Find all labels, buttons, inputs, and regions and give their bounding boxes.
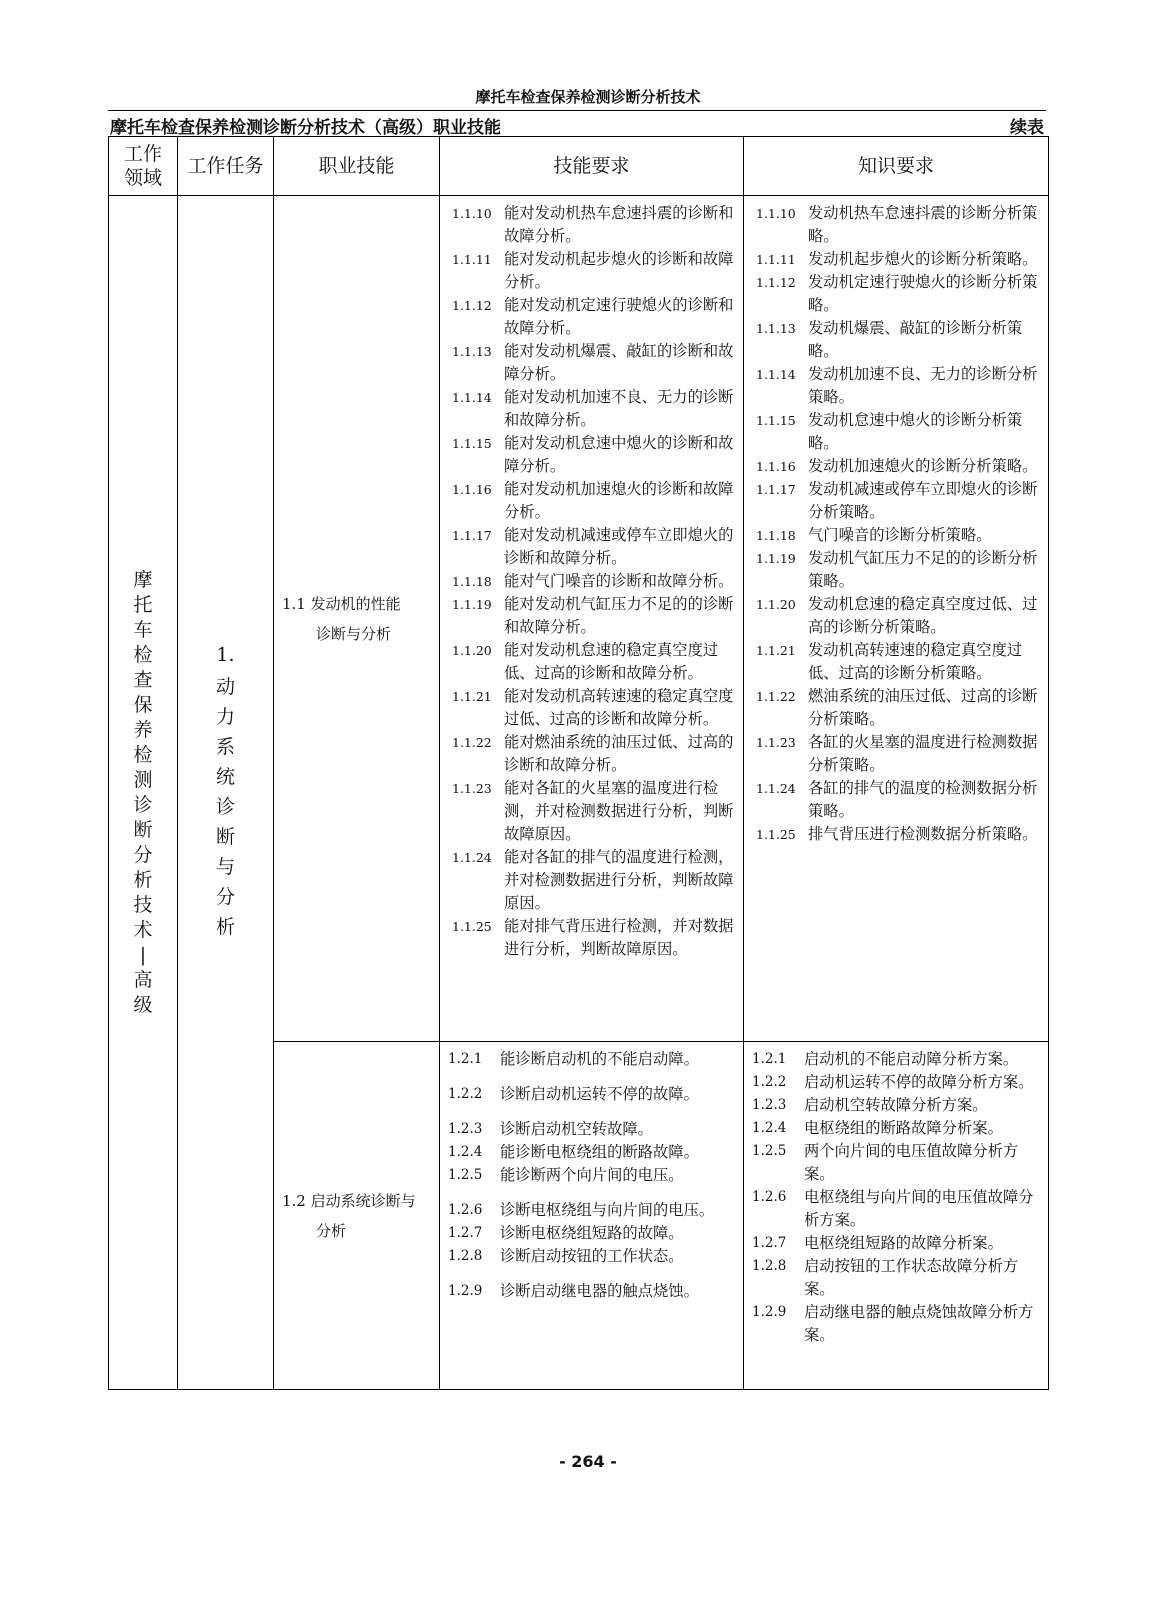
list-item [744,1140,1048,1186]
item-number: 1.2.6 [448,1202,483,1218]
list-item [440,639,743,685]
list-item [744,202,1048,248]
skill-req-cell-2 [440,1042,744,1390]
domain-char: 高 [133,968,153,991]
item-number: 1.1.21 [452,689,492,704]
item-number: 1.1.19 [452,597,492,612]
item-number: 1.1.14 [756,367,796,382]
skill-label-cell-1 [274,196,440,1042]
item-text: 气门噪音的诊断分析策略。 [808,526,992,544]
list-item [440,524,743,570]
task-char: 与 [215,856,235,878]
skill-req-list-2 [440,1042,743,1307]
list-item [744,524,1048,547]
item-number: 1.1.16 [452,482,492,497]
item-text: 能对发动机气缸压力不足的的诊断和故障分析。 [504,595,734,636]
item-text: 发动机减速或停车立即熄火的诊断分析策略。 [808,480,1038,521]
list-item [744,1071,1048,1094]
item-text: 电枢绕组短路的故障分析案。 [804,1234,1003,1252]
item-number: 1.1.12 [452,298,492,313]
domain-char: 析 [133,868,153,891]
domain-char: 摩 [133,568,153,591]
item-number: 1.2.9 [752,1304,787,1320]
list-item [440,777,743,846]
task-char: 统 [215,766,235,788]
domain-char: 分 [133,843,153,866]
item-number: 1.1.10 [452,206,492,221]
list-item [744,777,1048,823]
list-item [440,731,743,777]
task-number: 1. [216,644,235,666]
col-header-domain-line2: 领域 [123,167,162,189]
item-text: 诊断电枢绕组短路的故障。 [500,1224,684,1242]
item-number: 1.2.3 [448,1121,483,1137]
item-text: 能诊断电枢绕组的断路故障。 [500,1143,699,1161]
domain-char: 保 [133,693,153,716]
item-number: 1.2.4 [752,1120,787,1136]
list-item [744,455,1048,478]
skill-label-1 [274,589,439,649]
skill-label-cell-2 [274,1042,440,1390]
item-text: 能诊断两个向片间的电压。 [500,1166,684,1184]
list-item [744,823,1048,846]
item-text: 能对排气背压进行检测，并对数据进行分析，判断故障原因。 [504,917,734,958]
item-number: 1.2.2 [752,1074,787,1090]
domain-char: 检 [133,743,153,766]
col-header-skill-req: 技能要求 [440,137,744,196]
item-text: 启动继电器的触点烧蚀故障分析方案。 [804,1303,1034,1344]
list-item [440,1245,743,1268]
item-text: 电枢绕组与向片间的电压值故障分析方案。 [804,1188,1034,1229]
list-item [744,271,1048,317]
item-number: 1.2.9 [448,1283,483,1299]
continued-label: 续表 [1010,118,1044,138]
item-number: 1.1.13 [452,344,492,359]
task-char: 动 [215,676,235,698]
domain-char: 托 [133,593,153,616]
item-number: 1.2.7 [752,1235,787,1251]
list-item [440,1048,743,1071]
item-number: 1.1.20 [452,643,492,658]
item-text: 发动机定速行驶熄火的诊断分析策略。 [808,273,1038,314]
domain-char: 断 [133,818,153,841]
table-header-row [109,137,1049,196]
list-item [744,1186,1048,1232]
item-text: 能对发动机怠速中熄火的诊断和故障分析。 [504,434,734,475]
item-text: 发动机怠速中熄火的诊断分析策略。 [808,411,1023,452]
list-item [744,685,1048,731]
skill-req-list-1 [440,196,743,965]
skill-label-2 [274,1186,439,1246]
item-text: 发动机加速熄火的诊断分析策略。 [808,457,1038,475]
item-text: 能对各缸的排气的温度进行检测，并对检测数据进行分析，判断故障原因。 [504,848,734,912]
list-item [440,915,743,961]
item-number: 1.1.14 [452,390,492,405]
domain-char: 诊 [133,793,153,816]
domain-vertical-text [109,568,177,1018]
task-cell [178,196,274,1390]
table-title: 摩托车检查保养检测诊断分析技术（高级）职业技能 [110,118,501,138]
skill-label-1-line2: 诊断与分析 [316,624,392,643]
item-number: 1.1.25 [452,919,492,934]
item-number: 1.1.13 [756,321,796,336]
list-item [440,593,743,639]
item-text: 发动机爆震、敲缸的诊断分析策略。 [808,319,1023,360]
domain-char: 技 [133,893,153,916]
task-char: 分 [215,886,235,908]
item-number: 1.1.22 [452,735,492,750]
item-number: 1.2.8 [448,1248,483,1264]
list-item [744,363,1048,409]
knowledge-req-cell-1 [744,196,1049,1042]
list-item [440,294,743,340]
item-text: 排气背压进行检测数据分析策略。 [808,825,1038,843]
item-text: 能对发动机高转速速的稳定真空度过低、过高的诊断和故障分析。 [504,687,734,728]
col-header-skill: 职业技能 [274,137,440,196]
list-item [440,1141,743,1164]
domain-char: 养 [133,718,153,741]
item-text: 各缸的火星塞的温度进行检测数据分析策略。 [808,733,1038,774]
domain-char: 查 [133,668,153,691]
list-item [744,1094,1048,1117]
col-header-domain-line1: 工作 [123,143,162,165]
domain-char: 术 [133,918,153,941]
list-item [440,432,743,478]
col-header-domain [109,137,178,196]
domain-char: 级 [133,993,153,1016]
table-row [109,196,1049,1042]
item-number: 1.1.10 [756,206,796,221]
list-item [744,409,1048,455]
item-text: 能对燃油系统的油压过低、过高的诊断和故障分析。 [504,733,734,774]
item-number: 1.2.4 [448,1144,483,1160]
item-number: 1.1.20 [756,597,796,612]
list-item [744,639,1048,685]
item-text: 诊断电枢绕组与向片间的电压。 [500,1201,715,1219]
item-text: 诊断启动继电器的触点烧蚀。 [500,1282,699,1300]
list-item [440,570,743,593]
list-item [744,1255,1048,1301]
list-item [440,1222,743,1245]
item-number: 1.1.18 [452,574,492,589]
list-item [440,248,743,294]
item-text: 电枢绕组的断路故障分析案。 [804,1119,1003,1137]
list-item [744,248,1048,271]
item-text: 发动机起步熄火的诊断分析策略。 [808,250,1038,268]
list-item [440,1199,743,1222]
domain-char: 测 [133,768,153,791]
item-number: 1.1.23 [452,781,492,796]
item-text: 诊断启动按钮的工作状态。 [500,1247,684,1265]
item-text: 发动机高转速速的稳定真空度过低、过高的诊断分析策略。 [808,641,1023,682]
header-rule [108,110,1046,111]
item-text: 启动机空转故障分析方案。 [804,1096,988,1114]
item-text: 两个向片间的电压值故障分析方案。 [804,1142,1019,1183]
item-number: 1.1.11 [756,252,796,267]
item-number: 1.1.21 [756,643,796,658]
domain-char: 车 [133,618,153,641]
list-item [744,1301,1048,1347]
list-item [744,1117,1048,1140]
item-number: 1.1.16 [756,459,796,474]
list-item [744,317,1048,363]
item-number: 1.1.17 [756,482,796,497]
list-item [744,1048,1048,1071]
item-text: 诊断启动机运转不停的故障。 [500,1085,699,1103]
domain-char: | [139,943,147,966]
col-header-task: 工作任务 [178,137,274,196]
skill-req-cell-1 [440,196,744,1042]
list-item [440,1118,743,1141]
skill-label-2-line2: 分析 [316,1221,347,1240]
item-number: 1.2.7 [448,1225,483,1241]
item-number: 1.2.1 [448,1051,483,1067]
knowledge-req-list-1 [744,196,1048,850]
item-text: 燃油系统的油压过低、过高的诊断分析策略。 [808,687,1038,728]
item-number: 1.1.22 [756,689,796,704]
item-number: 1.1.15 [452,436,492,451]
item-text: 能对气门噪音的诊断和故障分析。 [504,572,734,590]
item-number: 1.2.5 [752,1143,787,1159]
item-number: 1.1.25 [756,827,796,842]
item-number: 1.1.11 [452,252,492,267]
item-text: 能对发动机加速不良、无力的诊断和故障分析。 [504,388,734,429]
item-text: 能对发动机起步熄火的诊断和故障分析。 [504,250,734,291]
item-text: 发动机怠速的稳定真空度过低、过高的诊断分析策略。 [808,595,1038,636]
item-number: 1.2.8 [752,1258,787,1274]
list-item [744,593,1048,639]
item-text: 各缸的排气的温度的检测数据分析策略。 [808,779,1038,820]
item-text: 能对发动机怠速的稳定真空度过低、过高的诊断和故障分析。 [504,641,719,682]
list-item [744,731,1048,777]
skill-label-1-line1: 1.1 发动机的性能 [282,594,401,613]
domain-cell [109,196,178,1390]
item-text: 能对发动机爆震、敲缸的诊断和故障分析。 [504,342,734,383]
list-item [744,1232,1048,1255]
list-item [440,202,743,248]
item-text: 能对发动机定速行驶熄火的诊断和故障分析。 [504,296,734,337]
running-header: 摩托车检查保养检测诊断分析技术 [475,88,701,106]
item-text: 能对各缸的火星塞的温度进行检测，并对检测数据进行分析，判断故障原因。 [504,779,734,843]
item-number: 1.1.19 [756,551,796,566]
task-vertical-text [178,672,273,942]
item-number: 1.1.12 [756,275,796,290]
item-text: 能诊断启动机的不能启动障。 [500,1050,699,1068]
list-item [440,478,743,524]
item-text: 发动机加速不良、无力的诊断分析策略。 [808,365,1038,406]
item-number: 1.2.2 [448,1086,483,1102]
page-number: - 264 - [559,1452,617,1471]
task-char: 析 [215,916,235,938]
item-number: 1.2.6 [752,1189,787,1205]
item-number: 1.2.1 [752,1051,787,1067]
item-text: 启动按钮的工作状态故障分析方案。 [804,1257,1019,1298]
item-text: 发动机热车怠速抖震的诊断分析策略。 [808,204,1038,245]
list-item [440,1164,743,1187]
skill-label-2-line1: 1.2 启动系统诊断与 [282,1191,416,1210]
knowledge-req-cell-2 [744,1042,1049,1390]
item-text: 能对发动机热车怠速抖震的诊断和故障分析。 [504,204,734,245]
item-number: 1.1.24 [756,781,796,796]
item-text: 能对发动机减速或停车立即熄火的诊断和故障分析。 [504,526,734,567]
item-text: 能对发动机加速熄火的诊断和故障分析。 [504,480,734,521]
task-char: 诊 [215,796,235,818]
skills-table [108,136,1049,1390]
item-text: 诊断启动机空转故障。 [500,1120,653,1138]
knowledge-req-list-2 [744,1042,1048,1351]
list-item [440,1083,743,1106]
domain-char: 检 [133,643,153,666]
item-text: 启动机运转不停的故障分析方案。 [804,1073,1034,1091]
list-item [440,846,743,915]
list-item [440,340,743,386]
item-number: 1.1.15 [756,413,796,428]
list-item [744,547,1048,593]
item-number: 1.1.24 [452,850,492,865]
task-char: 力 [215,706,235,728]
list-item [440,1280,743,1303]
task-char: 系 [215,736,235,758]
item-number: 1.2.3 [752,1097,787,1113]
item-text: 启动机的不能启动障分析方案。 [804,1050,1019,1068]
item-number: 1.1.17 [452,528,492,543]
task-char: 断 [215,826,235,848]
col-header-knowledge-req: 知识要求 [744,137,1049,196]
item-number: 1.2.5 [448,1167,483,1183]
list-item [440,386,743,432]
item-text: 发动机气缸压力不足的的诊断分析策略。 [808,549,1038,590]
item-number: 1.1.18 [756,528,796,543]
list-item [744,478,1048,524]
item-number: 1.1.23 [756,735,796,750]
list-item [440,685,743,731]
